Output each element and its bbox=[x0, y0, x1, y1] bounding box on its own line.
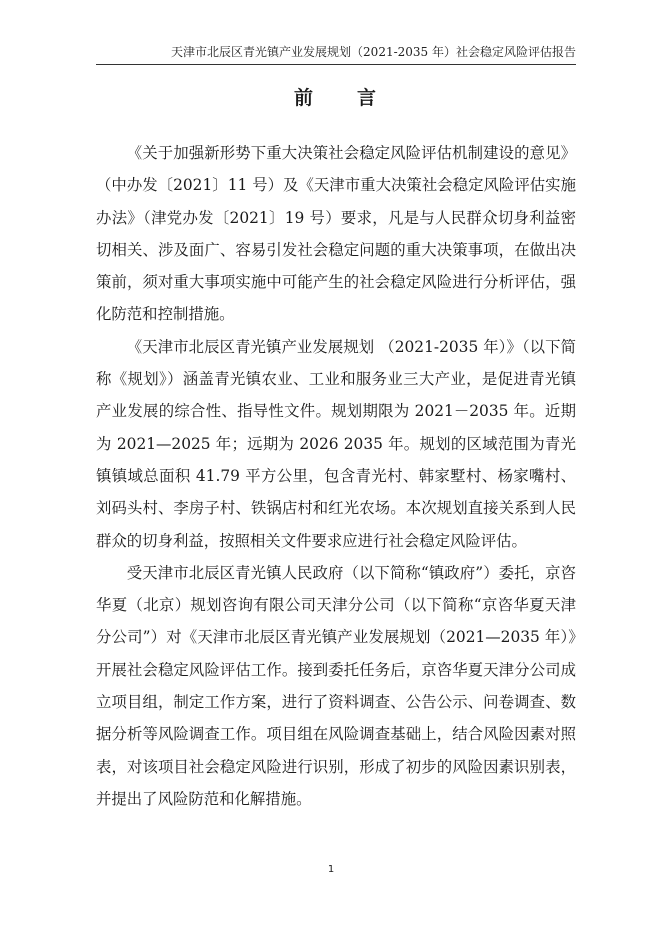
running-header: 天津市北辰区青光镇产业发展规划（2021-2035 年）社会稳定风险评估报告 bbox=[171, 45, 576, 59]
page-title: 前 言 bbox=[293, 87, 378, 109]
body-text bbox=[96, 137, 576, 815]
header-divider bbox=[96, 64, 576, 65]
paragraph-1: 《关于加强新形势下重大决策社会稳定风险评估机制建设的意见》（中办发〔2021〕11 号）及《天津市重大决策社会稳定风险评估实施办法》（津党办发〔2021〕19 号）要求，凡是与人民群众切身利益密切相关、涉及面广、容易引发社会稳定问题的重大决策事项，在做出决策前，须对重大事项实施中可能产生的社会稳定风险进行分析评估，强化防范和控制措施。 bbox=[96, 144, 576, 324]
paragraph-2: 《天津市北辰区青光镇产业发展规划 （2021-2035 年）》（以下简称《规划》）涵盖青光镇农业、工业和服务业三大产业，是促进青光镇产业发展的综合性、指导性文件。规划期限为 2021－2035 年。近期为 2021—2025 年；远期为 2026 2035 年。规划的区域范围为青光镇镇域总面积 41.79 平方公里，包含青光村、韩家墅村、杨家嘴村、刘码头村、李房子村、铁锅店村和红光农场。本次规划直接关系到人民群众的切身利益，按照相关文件要求应进行社会稳定风险评估。 bbox=[96, 337, 576, 550]
paragraph-3: 受天津市北辰区青光镇人民政府（以下简称“镇政府”）委托，京咨华夏（北京）规划咨询有限公司天津分公司（以下简称“京咨华夏天津分公司”）对《天津市北辰区青光镇产业发展规划（2021—2035 年）》开展社会稳定风险评估工作。接到委托任务后，京咨华夏天津分公司成立项目组，制定工作方案，进行了资料调查、公告公示、问卷调查、数据分析等风险调查工作。项目组在风险调查基础上，结合风险因素对照表，对该项目社会稳定风险进行识别，形成了初步的风险因素识别表，并提出了风险防范和化解措施。 bbox=[96, 563, 576, 808]
page-number: 1 bbox=[327, 864, 335, 875]
